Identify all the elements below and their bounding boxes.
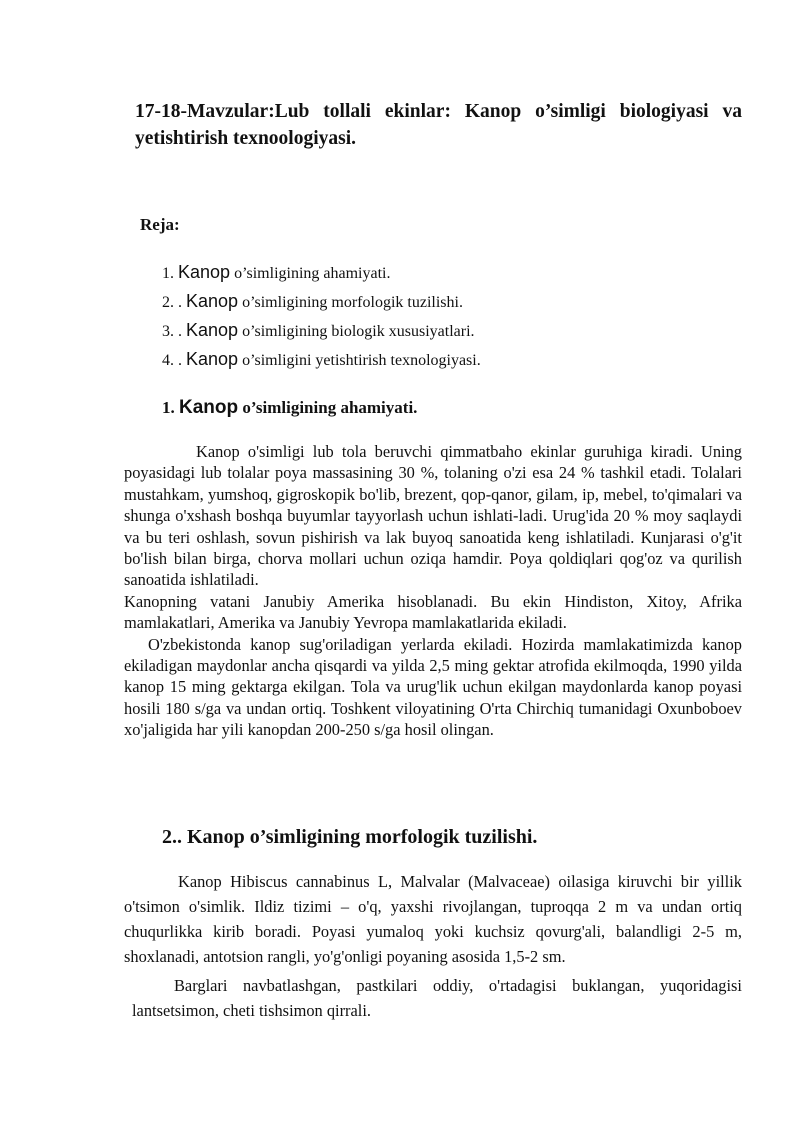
paragraph: Kanop o'simligi lub tola beruvchi qimmatbaho ekinlar guruhiga kiradi. Uning poyasidagi lub tolalar poya massasining 30 %, tolaning o'zi esa 24 % tashkil etadi. Tolalari mustahkam, yumshoq, gigroskopik bo'lib, brezent, qop-qanor, gilam, ip, mebel, to'qimalari va shunga o'xshash boshqa buyumlar tayyorlash uchun ishlati-ladi. Urug'ida 20 % moy saqlaydi va bu teri oshlash, sovun pishirish va lak buyoq sanoatida keng ishlatiladi. Kunjarasi o'g'it bo'lish bilan birga, chorva mollari uchun oziqa hamdir. Poya qoldiqlari qog'oz va qurilish sanoatida ishlatiladi. — [124, 442, 742, 590]
plan-item — [162, 316, 722, 345]
plan-item — [162, 345, 722, 374]
section-1-body — [124, 441, 742, 741]
plan-item — [162, 287, 722, 316]
plan-item-number: 1. — [162, 265, 178, 282]
plan-item-number: 3. . — [162, 323, 186, 340]
plan-item-number: 4. . — [162, 352, 186, 369]
section-1-title: o’simligining ahamiyati. — [238, 398, 418, 417]
section-1-kanop: Kanop — [179, 397, 239, 418]
plan-item-kanop: Kanop — [186, 291, 239, 311]
plan-item-kanop: Kanop — [186, 320, 239, 340]
section-2-body — [124, 869, 742, 1023]
plan-item-text: o’simligini yetishtirish texnologiyasi. — [238, 352, 481, 369]
plan-item-text: o’simligining ahamiyati. — [230, 265, 391, 282]
document-title: 17-18-Mavzular:Lub tollali ekinlar: Kanop o’simligi biologiyasi va yetishtirish texnoologiyasi. — [135, 101, 742, 149]
paragraph: O'zbekistonda kanop sug'oriladigan yerlarda ekiladi. Hozirda mamlakatimizda kanop ekiladigan maydonlar ancha qisqardi va yilda 2,5 ming gektar atrofida ekilmoqda, 1990 yilda kanop 15 ming gektarga ekilgan. Tola va urug'lik uchun ekilgan maydonlarda kanop poyasi hosili 180 s/ga va undan ortiq. Toshkent viloyatining O'rta Chirchiq tumanidagi Oxunboboev xo'jaligida har yili kanopdan 200-250 s/ga hosil olingan. — [124, 634, 742, 740]
plan-list — [162, 258, 722, 374]
paragraph: Kanop Hibiscus cannabinus L, Malvalar (Malvaceae) oilasiga kiruvchi bir yillik o'tsimon o'simlik. Ildiz tizimi – o'q, yaxshi rivojlangan, tuproqqa 2 m va undan ortiq chuqurlikka kirib boradi. Poyasi yumaloq yoki kuchsiz qovurg'ali, balandligi 2-5 m, shoxlanadi, antotsion rangli, yo'g'onligi poyaning asosida 1,5-2 sm. — [124, 872, 742, 966]
plan-item-kanop: Kanop — [178, 262, 231, 282]
plan-item-kanop: Kanop — [186, 349, 239, 369]
section-2-heading: 2.. Kanop o’simligining morfologik tuzilishi. — [162, 826, 538, 848]
section-1-number: 1. — [162, 398, 179, 417]
paragraph: Kanopning vatani Janubiy Amerika hisoblanadi. Bu ekin Hindiston, Xitoy, Afrika mamlakatlari, Amerika va Janubiy Yevropa mamlakatlarida ekiladi. — [124, 591, 742, 633]
plan-item — [162, 258, 722, 287]
plan-heading: Reja: — [140, 215, 180, 234]
plan-item-number: 2. . — [162, 294, 186, 311]
plan-item-text: o’simligining biologik xususiyatlari. — [238, 323, 475, 340]
section-1-heading — [162, 397, 417, 419]
plan-item-text: o’simligining morfologik tuzilishi. — [238, 294, 463, 311]
paragraph: Barglari navbatlashgan, pastkilari oddiy, o'rtadagisi buklangan, yuqoridagisi lantsetsimon, cheti tishsimon qirrali. — [132, 976, 742, 1020]
